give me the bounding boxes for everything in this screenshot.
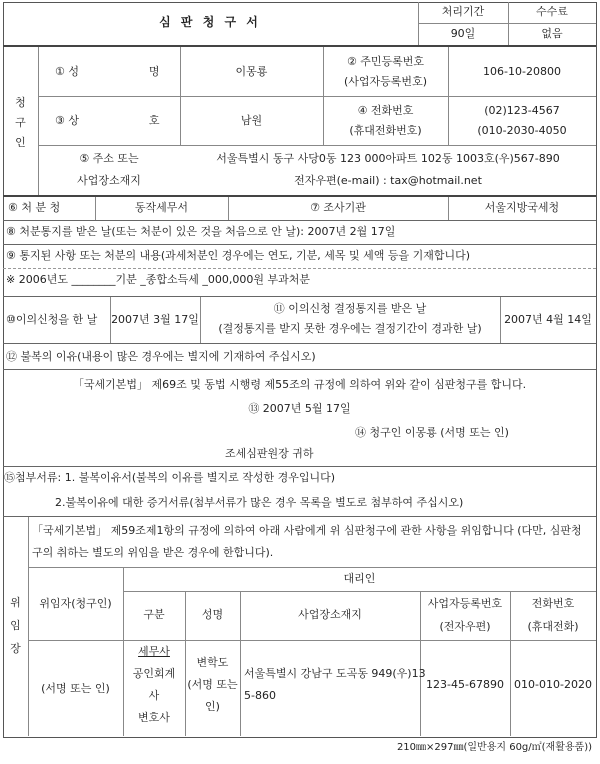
grid-line [38,96,596,97]
col-type-header: 구분 [143,608,165,621]
agent-name-sign: (서명 또는 [187,678,238,691]
mobile-value: (010-2030-4050 [477,124,567,137]
form-title: 심 판 청 구 서 [159,15,261,29]
name-label: ① 성 명 [55,65,160,78]
investigator-value: 서울지방국세청 [484,201,560,214]
agent-phone: 010-010-2020 [514,678,592,691]
fee-label: 수수료 [536,5,568,18]
agency-value: 동작세무서 [134,201,189,214]
claimant-signature: ⑭ 청구인 이몽룡 (서명 또는 인) [355,426,509,439]
declaration-statement: 「국세기본법」 제69조 및 동법 시행령 제55조의 규정에 의하여 위와 같이 심판청구를 합니다. [72,378,527,391]
phone-label-sub: (휴대전화번호) [349,124,422,137]
delegator-label: 위임자(청구인) [39,597,112,610]
phone-value: (02)123-4567 [484,104,560,117]
section-divider [3,45,596,47]
decision-date-label: ⑪ 이의신청 결정통지를 받은 날 [273,302,427,315]
grid-line [28,567,596,568]
processing-period-value: 90일 [450,27,476,40]
delegation-text-1: 「국세기본법」 제59조제1항의 규정에 의하여 아래 사람에게 위 심판청구에 관한 사항을 위임합니다 (다만, 심판청 [32,524,582,537]
grid-line [28,640,596,641]
grid-line [420,591,421,736]
col-reg-header-sub: (전자우편) [439,620,491,633]
notice-detail-text: ※ 2006년도 ________기분 _종합소득세 _000,000원 부과처분 [6,273,310,286]
claimant-side-label-2: 구 [15,116,26,129]
agent-address-cont: 5-860 [244,689,276,702]
investigator-label: ⑦ 조사기관 [310,201,366,214]
col-phone-header: 전화번호 [531,597,575,610]
claimant-side-label-3: 인 [15,136,26,149]
name-value: 이몽룡 [235,65,268,78]
agent-label: 대리인 [343,572,376,585]
claimant-side-label-1: 청 [15,96,26,109]
section-divider [3,343,596,344]
grid-line [38,47,39,195]
grid-line [38,145,596,146]
trade-name-value: 남원 [240,114,263,127]
agent-type-1: 세무사 [138,645,170,658]
paper-spec-footer: 210㎜×297㎜(일반용지 60g/㎡(재활용품)) [396,742,592,753]
agent-type-3: 사 [148,689,160,702]
col-reg-header: 사업자등록번호 [427,597,503,610]
attachments-line-2: 2.불복이유에 대한 증거서류(첨부서류가 많은 경우 목록을 별도로 첨부하여 주십시오) [55,496,464,509]
col-address-header: 사업장소재지 [298,608,362,621]
grid-line [28,517,29,736]
section-divider [3,466,596,467]
agent-reg-number: 123-45-67890 [426,678,504,691]
agent-type-4: 변호사 [138,711,170,724]
declaration-date: ⑬ 2007년 5월 17일 [248,402,351,415]
notice-content-text: ⑨ 통지된 사항 또는 처분의 내용(과세처분인 경우에는 연도, 기분, 세목 및 세액 등을 기재합니다) [6,249,471,262]
delegation-side-label-3: 장 [10,642,21,655]
col-phone-header-sub: (휴대전화) [527,620,579,633]
attachments-line-1: ⑮첨부서류: 1. 불복이유서(불복의 이유를 별지로 작성한 경우입니다) [4,471,336,484]
address-label: ⑤ 주소 또는 [79,152,139,165]
section-divider [3,296,596,297]
dashed-divider [3,268,596,269]
section-divider [3,516,596,517]
reason-text: ⑫ 불복의 이유(내용이 많은 경우에는 별지에 기재하여 주십시오) [6,350,316,363]
addressee: 조세심판원장 귀하 [225,447,314,460]
processing-period-label: 처리기간 [441,5,485,18]
grid-line [123,591,596,592]
reg-number-label-sub: (사업자등록번호) [344,75,427,88]
agency-label: ⑥ 처 분 청 [8,201,61,214]
delegation-text-2: 구의 취하는 별도의 위임을 받은 경우에 한합니다). [32,546,274,559]
section-divider [3,195,596,197]
reg-number-label: ② 주민등록번호 [346,55,425,68]
agent-name: 변학도 [196,656,229,669]
section-divider [3,220,596,221]
header-divider [418,23,596,24]
section-divider [3,244,596,245]
section-divider [3,369,596,370]
trade-name-label: ③ 상 호 [55,114,160,127]
col-name-header: 성명 [201,608,224,621]
address-label-sub: 사업장소재지 [77,174,141,187]
phone-label: ④ 전화번호 [357,104,414,117]
objection-date-value: 2007년 3월 17일 [111,313,199,326]
delegator-signature: (서명 또는 인) [41,682,110,695]
fee-value: 없음 [541,27,563,40]
objection-date-label: ⑩이의신청을 한 날 [6,313,98,326]
delegation-side-label-2: 임 [10,619,21,632]
address-value: 서울특별시 동구 사당0동 123 000아파트 102동 1003호(우)567-890 [216,152,560,165]
notice-date-text: ⑧ 처분통지를 받은 날(또는 처분이 있은 것을 처음으로 안 날): 2007년 2월 17일 [6,225,396,238]
decision-date-label-sub: (결정통지를 받지 못한 경우에는 결정기간이 경과한 날) [218,322,482,335]
grid-line [510,591,511,736]
decision-date-value: 2007년 4월 14일 [504,313,592,326]
delegation-side-label-1: 위 [10,596,21,609]
agent-address: 서울특별시 강남구 도곡동 949(우)13 [244,667,426,680]
agent-name-sign-end: 인) [205,700,220,713]
agent-type-2: 공인회계 [132,667,176,680]
email-value: 전자우편(e-mail) : tax@hotmail.net [294,174,482,187]
reg-number-value: 106-10-20800 [483,65,561,78]
